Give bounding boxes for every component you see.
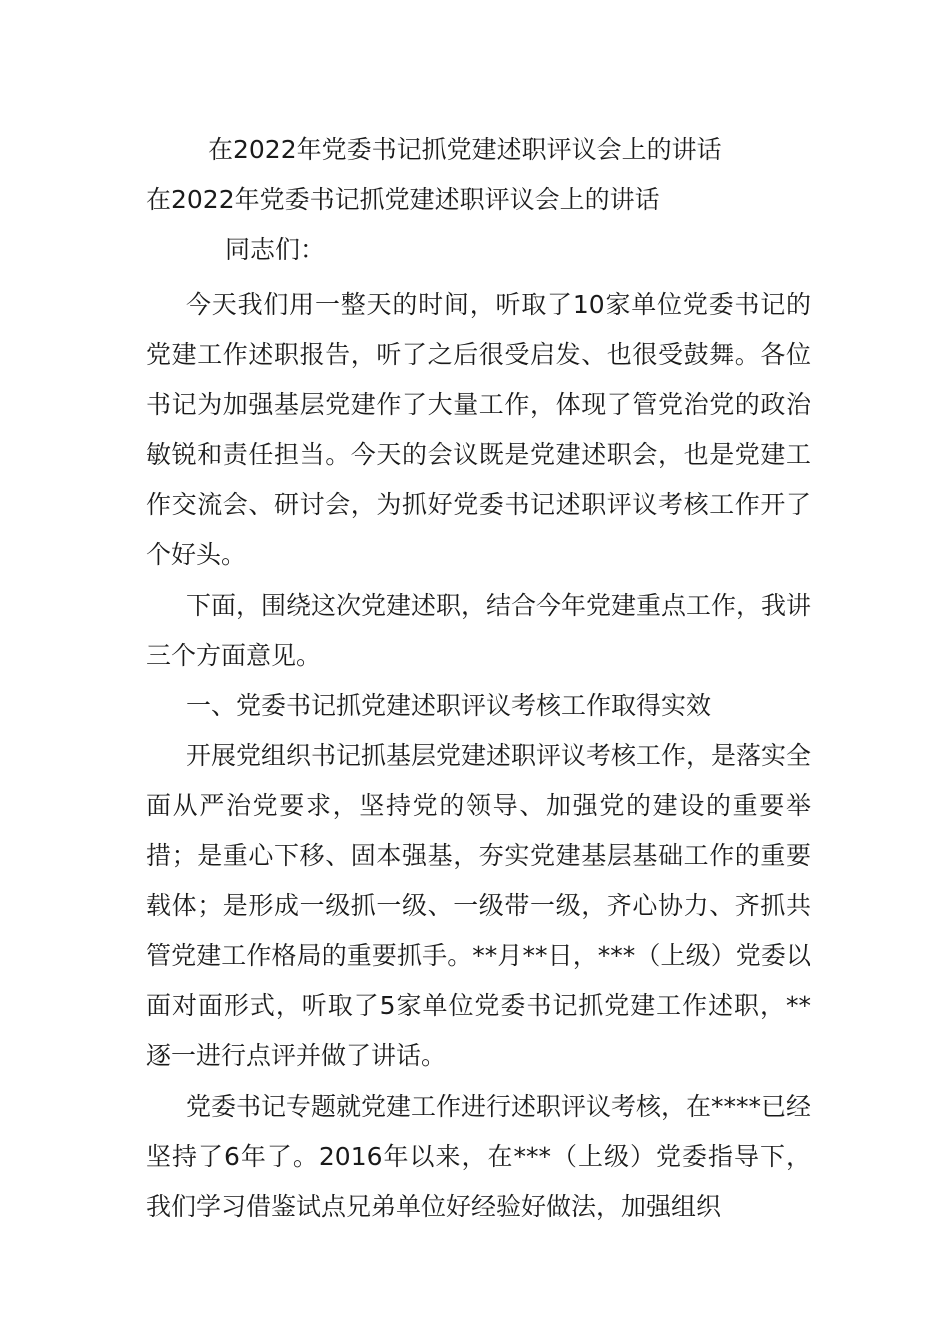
body-text (146, 280, 811, 1232)
section-heading-1: 一、党委书记抓党建述职评议考核工作取得实效 (186, 690, 712, 720)
document-subtitle: 在2022年党委书记抓党建述职评议会上的讲话 (146, 185, 660, 214)
salutation: 同志们： (225, 235, 326, 264)
paragraph-section-1: 开展党组织书记抓基层党建述职评议考核工作，是落实全面从严治党要求，坚持党的领导、加强党的建设的重要举措；是重心下移、固本强基，夯实党建基层基础工作的重要载体；是形成一级抓一级、一级带一级，齐心协力、齐抓共管党建工作格局的重要抓手。**月**日，***（上级）党委以面对面形式，听取了5家单位党委书记抓党建工作述职，**逐一进行点评并做了讲话。 (146, 740, 812, 1071)
paragraph-history: 党委书记专题就党建工作进行述职评议考核，在****已经坚持了6年了。2016年以来，在***（上级）党委指导下，我们学习借鉴试点兄弟单位好经验好做法，加强组织 (146, 1091, 812, 1221)
document-title: 在2022年党委书记抓党建述职评议会上的讲话 (208, 135, 722, 164)
paragraph-intro: 下面，围绕这次党建述职，结合今年党建重点工作，我讲三个方面意见。 (146, 590, 812, 670)
paragraph-opening: 今天我们用一整天的时间，听取了10家单位党委书记的党建工作述职报告，听了之后很受启发、也很受鼓舞。各位书记为加强基层党建作了大量工作，体现了管党治党的政治敏锐和责任担当。今天的会议既是党建述职会，也是党建工作交流会、研讨会，为抓好党委书记述职评议考核工作开了个好头。 (146, 290, 811, 570)
